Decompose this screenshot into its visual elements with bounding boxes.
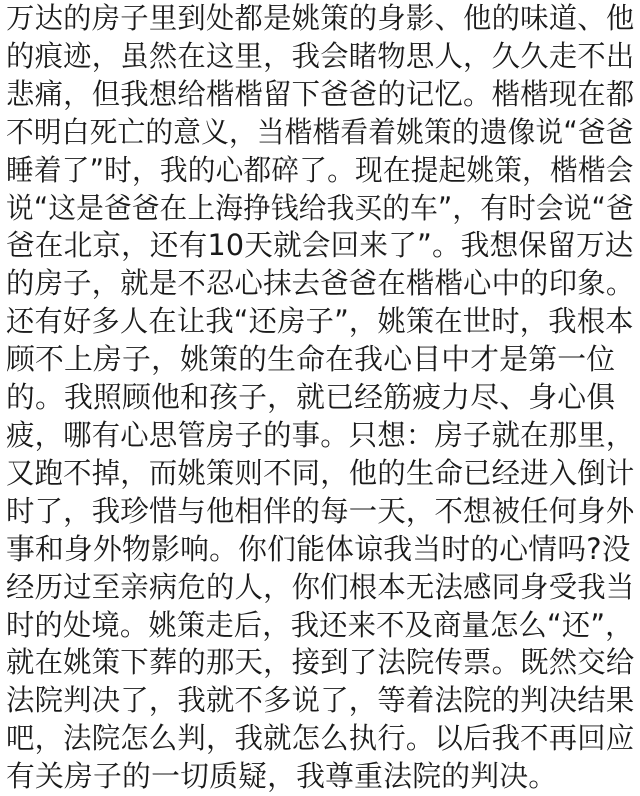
text-line: 就在姚策下葬的那天，接到了法院传票。既然交给	[6, 645, 635, 680]
text-line: 又跑不掉，而姚策则不同，他的生命已经进入倒计	[6, 455, 635, 490]
text-line: 时的处境。姚策走后，我还来不及商量怎么“还”，	[6, 607, 634, 642]
text-line: 不明白死亡的意义，当楷楷看着姚策的遗像说“爸爸	[6, 114, 634, 149]
post-text-body	[6, 0, 638, 796]
text-line: 有关房子的一切质疑，我尊重法院的判决。	[6, 759, 558, 794]
text-line: 法院判决了，我就不多说了，等着法院的判决结果	[6, 683, 635, 718]
text-line: 说“这是爸爸在上海挣钱给我买的车”，有时会说“爸	[6, 190, 634, 225]
text-line: 睡着了”时，我的心都碎了。现在提起姚策，楷楷会	[6, 152, 634, 187]
text-line: 还有好多人在让我“还房子”，姚策在世时，我根本	[6, 304, 634, 339]
text-line: 的痕迹，虽然在这里，我会睹物思人，久久走不出	[6, 38, 635, 73]
text-line: 顾不上房子，姚策的生命在我心目中才是第一位	[6, 342, 616, 377]
text-line: 万达的房子里到处都是姚策的身影、他的味道、他	[6, 1, 635, 35]
text-line: 的。我照顾他和孩子，就已经筋疲力尽、身心俱	[6, 380, 616, 415]
text-line: 经历过至亲病危的人，你们根本无法感同身受我当	[6, 569, 635, 604]
text-line: 爸在北京，还有10天就会回来了”。我想保留万达	[6, 228, 634, 263]
text-line: 的房子，就是不忍心抹去爸爸在楷楷心中的印象。	[6, 266, 635, 301]
text-line: 吧，法院怎么判，我就怎么执行。以后我不再回应	[6, 721, 635, 756]
text-line: 悲痛，但我想给楷楷留下爸爸的记忆。楷楷现在都	[6, 76, 635, 111]
text-line: 疲，哪有心思管房子的事。只想：房子就在那里，	[6, 417, 635, 452]
text-line: 事和身外物影响。你们能体谅我当时的心情吗?没	[6, 531, 631, 566]
text-line: 时了，我珍惜与他相伴的每一天，不想被任何身外	[6, 493, 635, 528]
